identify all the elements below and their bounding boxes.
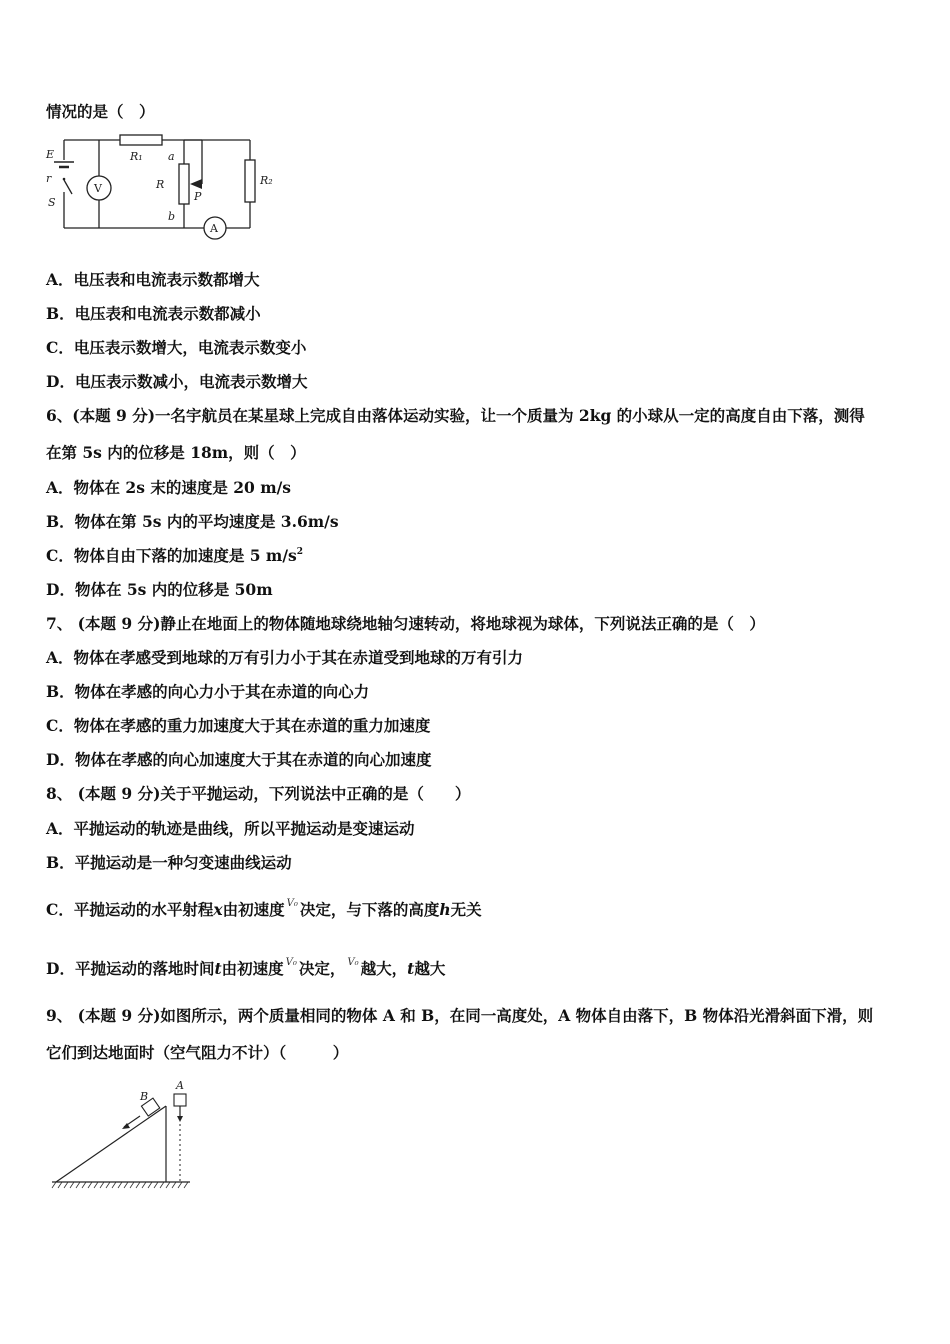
q8-d-part4: 越大， [360, 959, 408, 978]
slider-arrow [190, 179, 202, 189]
q8-d-v0-second: V₀ [347, 957, 359, 968]
r1-resistor [120, 135, 162, 145]
q5-option-c: C．电压表示数增大，电流表示数变小 [46, 338, 307, 357]
q8-c-part4: 无关 [450, 900, 482, 919]
q8-c-h: h [439, 900, 451, 919]
label-e: E [46, 148, 55, 161]
q7-stem: 7、 (本题 9 分)静止在地面上的物体随地球绕地轴匀速转动，将地球视为球体，下列说法正确的是（ ） [46, 614, 765, 633]
ground-hatching [52, 1182, 188, 1188]
label-r-rheostat: R [156, 178, 165, 191]
label-ammeter: A [210, 222, 218, 235]
label-a: A [176, 1079, 184, 1092]
q5-stem-tail: 情况的是（ ） [46, 102, 155, 121]
q8-d-part5: 越大 [414, 959, 446, 978]
q6-option-c-sup: 2 [296, 547, 303, 557]
q5-circuit-diagram [44, 132, 284, 247]
label-s: S [48, 196, 56, 209]
q5-option-a: A．电压表和电流表示数都增大 [46, 270, 260, 289]
q6-option-c-text: C．物体自由下落的加速度是 5 m/s [46, 546, 297, 565]
q8-d-t2: t [407, 959, 415, 978]
q5-option-d: D．电压表示数减小，电流表示数增大 [46, 372, 308, 391]
q5-option-b: B．电压表和电流表示数都减小 [46, 304, 261, 323]
q8-c-part2: 由初速度 [222, 900, 285, 919]
label-r: r [46, 172, 52, 185]
label-p: P [194, 190, 202, 203]
q6-option-d: D．物体在 5s 内的位移是 50m [46, 580, 273, 599]
q6-option-c [46, 546, 303, 569]
q8-d-v0: V₀ [285, 957, 297, 968]
q8-option-a: A．平抛运动的轨迹是曲线，所以平抛运动是变速运动 [46, 819, 415, 838]
label-b-point: b [168, 210, 176, 223]
q8-c-part1: C．平抛运动的水平射程 [46, 900, 214, 919]
q7-option-d: D．物体在孝感的向心加速度大于其在赤道的向心加速度 [46, 750, 432, 769]
q6-stem-line1: 6、(本题 9 分)一名宇航员在某星球上完成自由落体运动实验，让一个质量为 2kg 的小球从一定的高度自由下落，测得 [46, 406, 865, 425]
q8-d-t: t [214, 959, 222, 978]
label-r1: R₁ [130, 150, 143, 163]
q8-c-x: x [213, 900, 223, 919]
label-b: B [140, 1090, 149, 1103]
label-r2: R₂ [260, 174, 273, 187]
rheostat [179, 164, 189, 204]
label-v: V [94, 182, 102, 195]
q8-d-part1: D．平抛运动的落地时间 [46, 959, 215, 978]
q7-option-a: A．物体在孝感受到地球的万有引力小于其在赤道受到地球的万有引力 [46, 648, 524, 667]
q8-c-part3: 决定，与下落的高度 [299, 900, 440, 919]
q9-incline-diagram [44, 1078, 194, 1193]
q6-option-b: B．物体在第 5s 内的平均速度是 3.6m/s [46, 512, 339, 531]
q8-c-v0: V₀ [286, 898, 298, 909]
q6-option-a: A．物体在 2s 末的速度是 20 m/s [46, 478, 291, 497]
block-a [174, 1094, 186, 1106]
q8-d-part2: 由初速度 [221, 959, 284, 978]
q8-option-d [46, 959, 445, 982]
label-a-point: a [168, 150, 175, 163]
incline-slope [56, 1106, 166, 1182]
switch-blade [64, 180, 72, 194]
q6-stem-line2: 在第 5s 内的位移是 18m，则（ ） [46, 443, 306, 462]
q8-d-part3: 决定， [298, 959, 346, 978]
q9-stem-line1: 9、 (本题 9 分)如图所示，两个质量相同的物体 A 和 B，在同一高度处，A 物体自由落下，B 物体沿光滑斜面下滑，则 [46, 1006, 874, 1025]
q9-stem-line2: 它们到达地面时（空气阻力不计）（ ） [46, 1043, 349, 1062]
q7-option-b: B．物体在孝感的向心力小于其在赤道的向心力 [46, 682, 370, 701]
q8-stem: 8、 (本题 9 分)关于平抛运动，下列说法中正确的是（ ） [46, 784, 471, 803]
q7-option-c: C．物体在孝感的重力加速度大于其在赤道的重力加速度 [46, 716, 431, 735]
r2-resistor [245, 160, 255, 202]
q8-option-c [46, 900, 482, 923]
q8-option-b: B．平抛运动是一种匀变速曲线运动 [46, 853, 292, 872]
